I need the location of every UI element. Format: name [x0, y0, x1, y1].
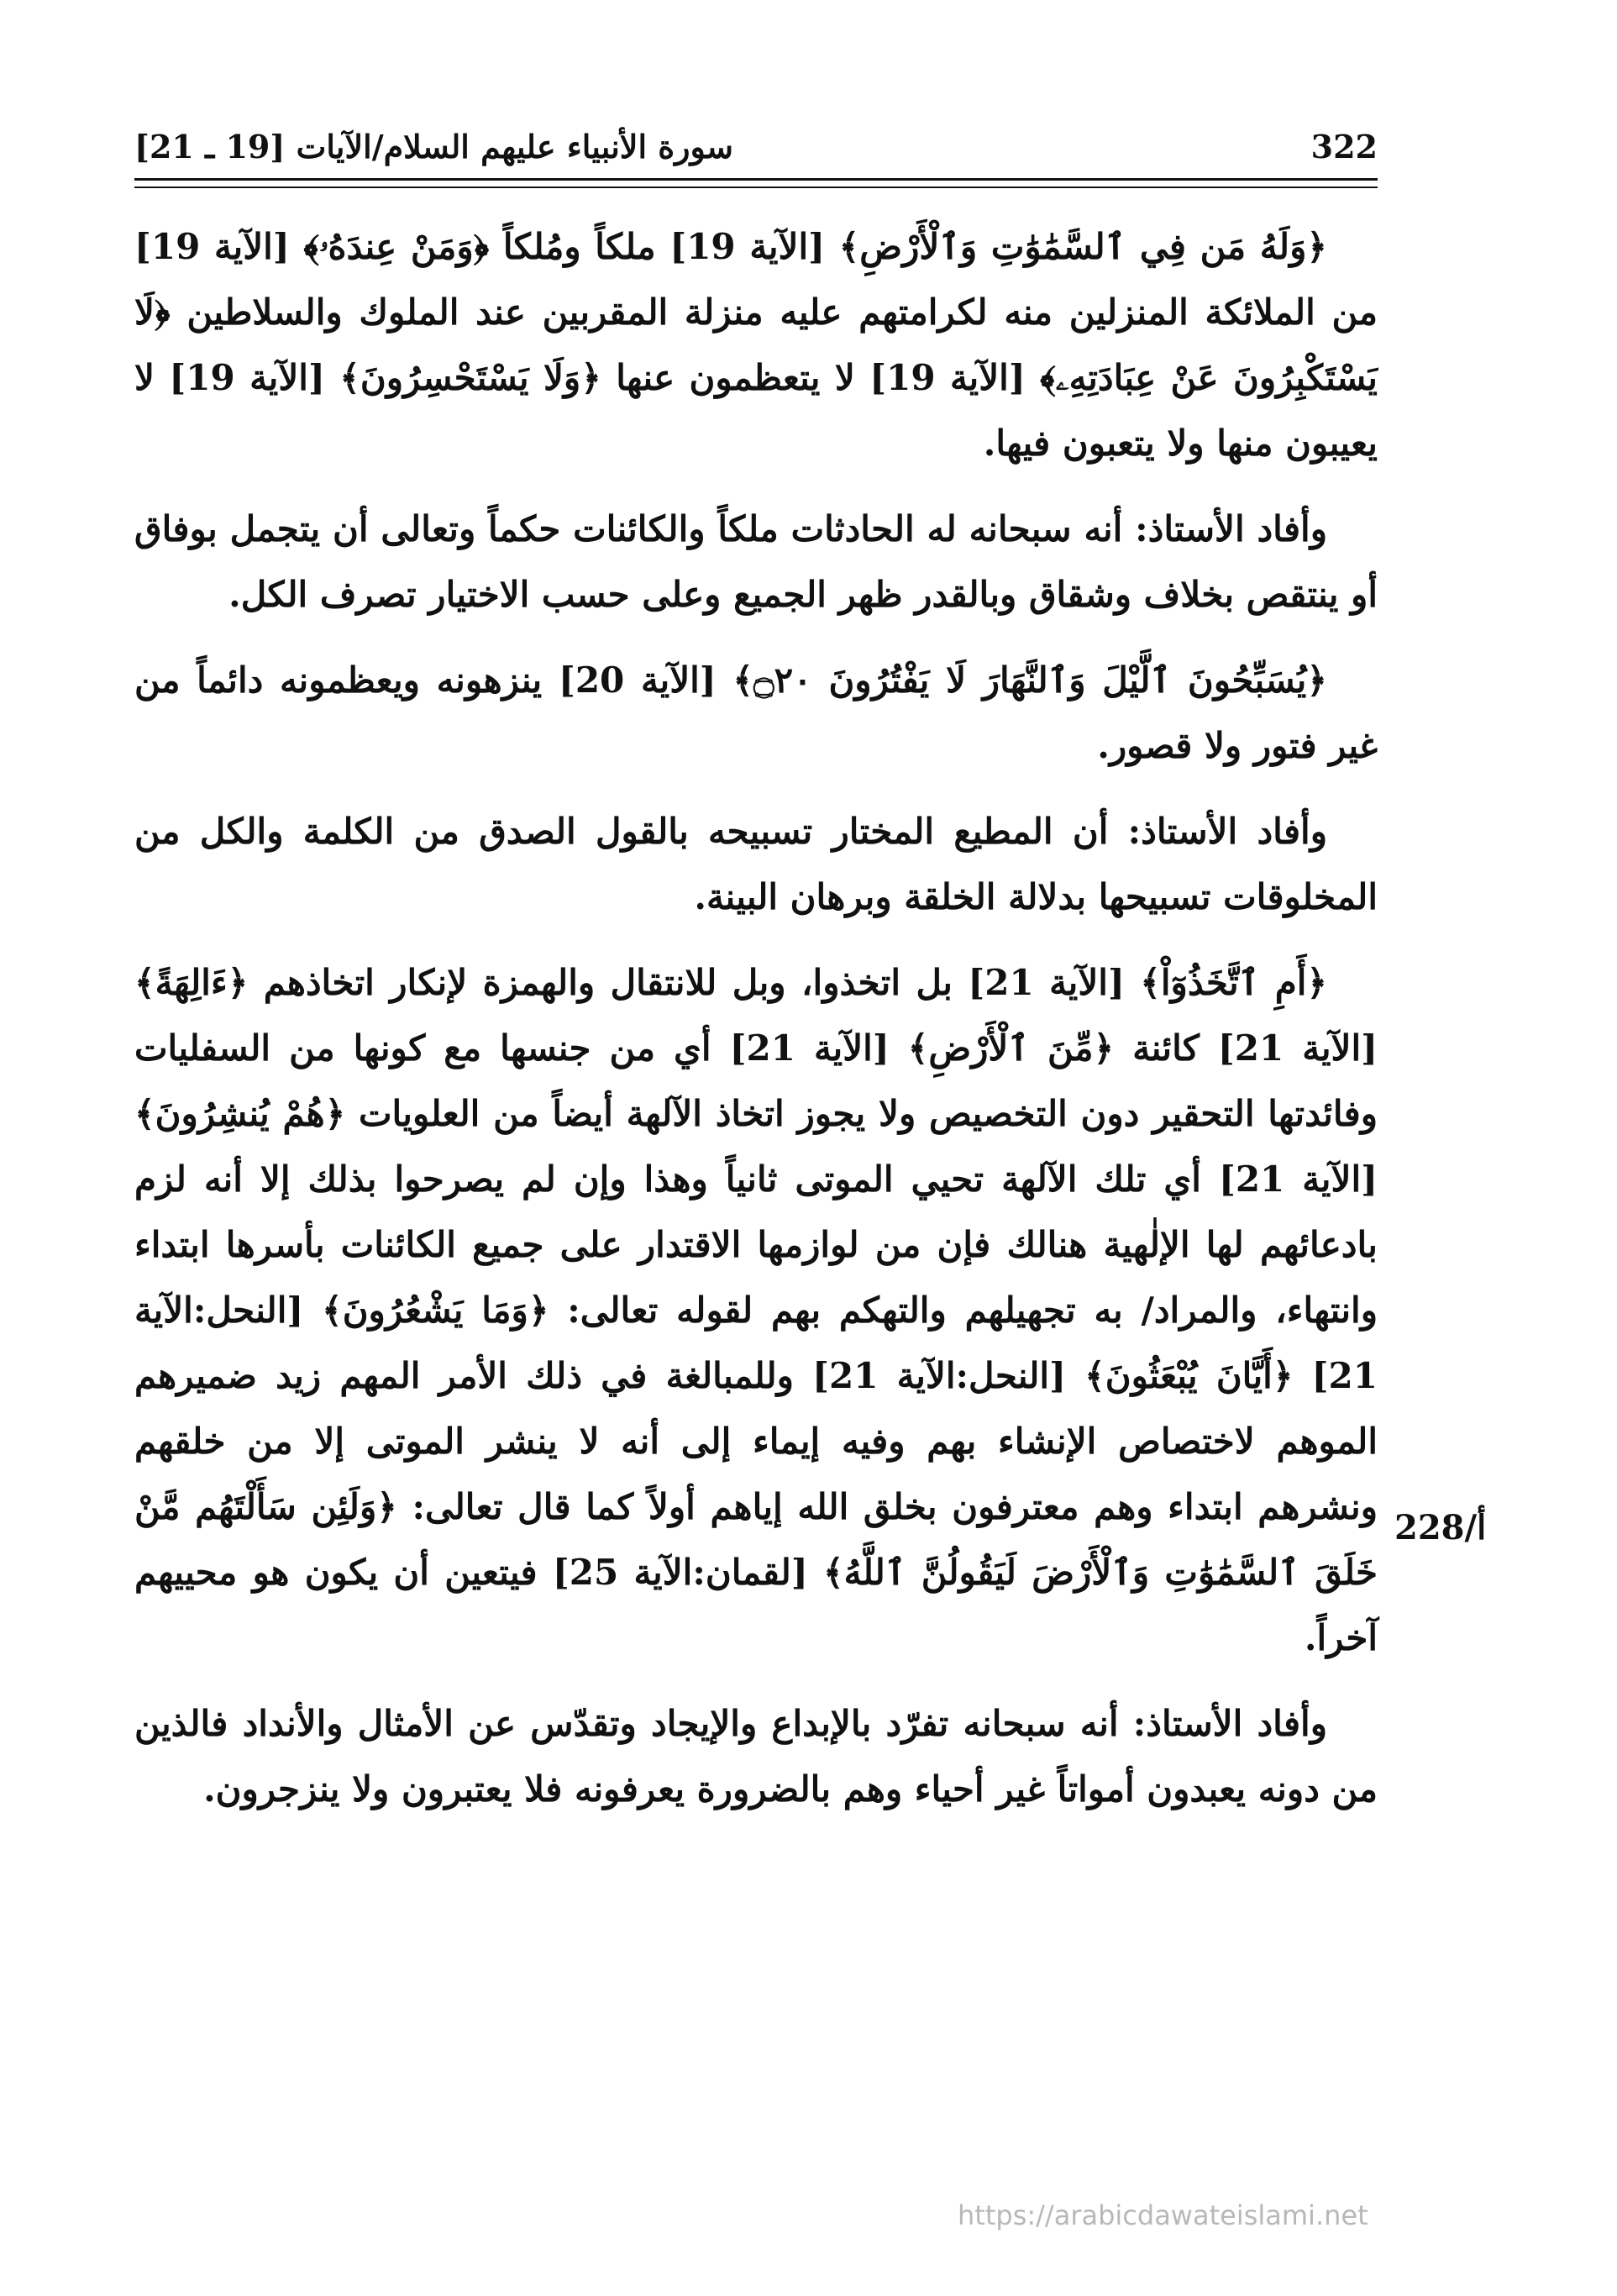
- page-header: [134, 128, 1378, 178]
- paragraph-5: ﴿أَمِ ٱتَّخَذُوٓاْ﴾ [الآية 21] بل اتخذوا، وبل للانتقال والهمزة لإنكار اتخاذهم ﴿ءَالِهَةً﴾ [الآية 21] كائنة ﴿مِّنَ ٱلْأَرْضِ﴾ [الآية 21] أي من جنسها مع كونها من السفليات وفائدتها التحقير دون التخصيص ولا يجوز اتخاذ الآلهة أيضاً من العلويات ﴿هُمْ يُنشِرُونَ﴾ [الآية 21] أي تلك الآلهة تحيي الموتى ثانياً وهذا وإن لم يصرحوا بذلك إلا أنه لزم بادعائهم لها الإلٰهية هنالك فإن من لوازمها الاقتدار على جميع الكائنات بأسرها ابتداء وانتهاء، والمراد/ به تجهيلهم والتهكم بهم لقوله تعالى: ﴿وَمَا يَشْعُرُونَ﴾ [النحل:الآية 21] ﴿أَيَّانَ يُبْعَثُونَ﴾ [النحل:الآية 21] وللمبالغة في ذلك الأمر المهم زيد ضميرهم الموهم لاختصاص الإنشاء بهم وفيه إيماء إلى أنه لا ينشر الموتى إلا من خلقهم ونشرهم ابتداء وهم معترفون بخلق الله إياهم أولاً كما قال تعالى: ﴿وَلَئِن سَأَلْتَهُم مَّنْ خَلَقَ ٱلسَّمَٰوَٰتِ وَٱلْأَرْضَ لَيَقُولُنَّ ٱللَّهُ﴾ [لقمان:الآية 25] فيتعين أن يكون هو محييهم آخراً.: [134, 962, 1378, 1658]
- paragraph-2: وأفاد الأستاذ: أنه سبحانه له الحادثات ملكاً والكائنات حكماً وتعالى أن يتجمل بوفاق أو ينتقص بخلاف وشقاق وبالقدر ظهر الجميع وعلى حسب الاختيار تصرف الكل.: [134, 508, 1378, 615]
- manuscript-folio-note: 228/أ: [1394, 1508, 1487, 1547]
- paragraph-6: وأفاد الأستاذ: أنه سبحانه تفرّد بالإبداع والإيجاد وتقدّس عن الأمثال والأنداد فالذين من دونه يعبدون أمواتاً غير أحياء وهم بالضرورة يعرفونه فلا يعتبرون ولا ينزجرون.: [134, 1703, 1378, 1810]
- paragraph-1: ﴿وَلَهُ مَن فِي ٱلسَّمَٰوَٰتِ وَٱلْأَرْضِ﴾ [الآية 19] ملكاً ومُلكاً ﴿وَمَنْ عِندَهُۥ﴾ [الآية 19] من الملائكة المنزلين منه لكرامتهم عليه منزلة المقربين عند الملوك والسلاطين ﴿لَا يَسْتَكْبِرُونَ عَنْ عِبَادَتِهِۦ﴾ [الآية 19] لا يتعظمون عنها ﴿وَلَا يَسْتَحْسِرُونَ﴾ [الآية 19] لا يعيبون منها ولا يتعبون فيها.: [134, 226, 1378, 464]
- paragraph-4: وأفاد الأستاذ: أن المطيع المختار تسبيحه بالقول الصدق من الكلمة والكل من المخلوقات تسبيحها بدلالة الخلقة وبرهان البينة.: [134, 811, 1378, 917]
- page: [134, 101, 1378, 2251]
- page-number: 322: [1310, 128, 1378, 166]
- paragraph-3: ﴿يُسَبِّحُونَ ٱلَّيْلَ وَٱلنَّهَارَ لَا يَفْتُرُونَ ۝٢٠﴾ [الآية 20] ينزهونه ويعظمونه دائماً من غير فتور ولا قصور.: [134, 659, 1378, 766]
- header-rule-bottom: [134, 187, 1378, 188]
- watermark-url: https://arabicdawateislami.net: [958, 2199, 1368, 2231]
- header-rule-top: [134, 178, 1378, 181]
- running-title: سورة الأنبياء عليهم السلام/الآيات [19 ـ 21]: [134, 128, 733, 166]
- page-body: [134, 214, 1378, 1842]
